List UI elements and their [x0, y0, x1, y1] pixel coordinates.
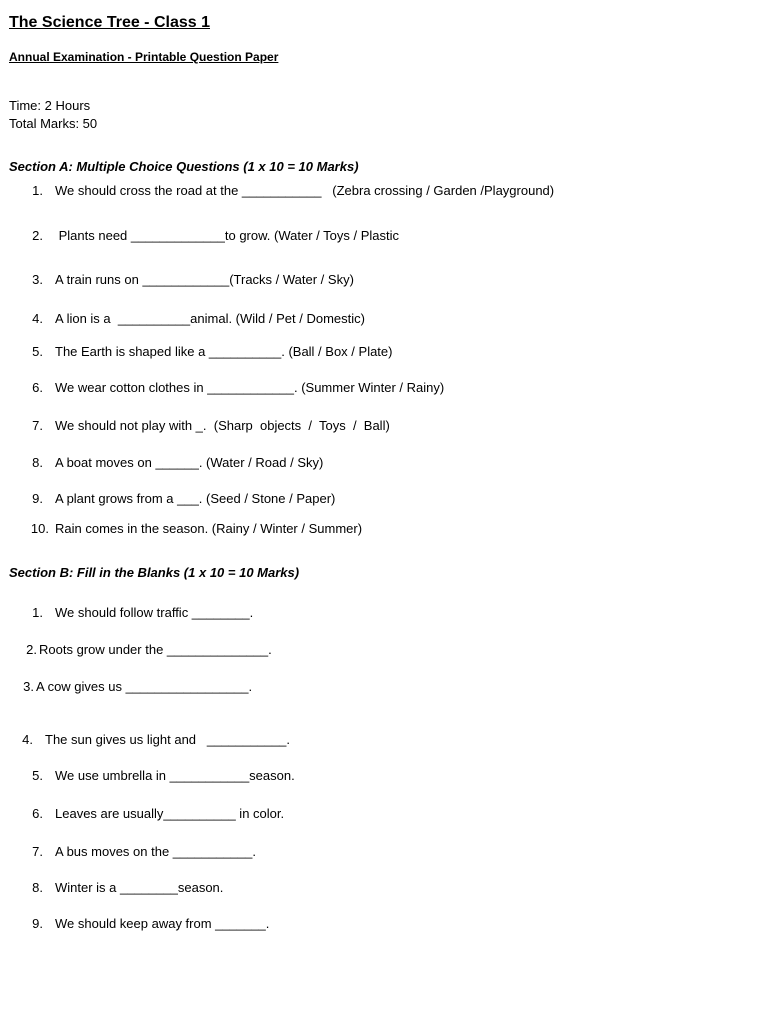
question-text: Leaves are usually__________ in color. [55, 806, 285, 821]
question-number: 3. [23, 679, 34, 694]
question-text: Winter is a ________season. [55, 880, 224, 895]
question-number: 9. [32, 491, 43, 506]
question-text: We should follow traffic ________. [55, 605, 254, 620]
question-number: 4. [32, 311, 43, 326]
question-text: We wear cotton clothes in ____________. (Summer Winter / Rainy) [55, 380, 445, 395]
section-a-heading: Section A: Multiple Choice Questions (1 x 10 = 10 Marks) [9, 159, 359, 174]
question-number: 1. [32, 183, 43, 198]
question-number: 5. [32, 768, 43, 783]
question-number: 4. [22, 732, 33, 747]
question-number: 9. [32, 916, 43, 931]
page-subtitle: Annual Examination - Printable Question Paper [9, 50, 279, 64]
question-text: A train runs on ____________(Tracks / Water / Sky) [55, 272, 354, 287]
question-text: A plant grows from a ___. (Seed / Stone / Paper) [55, 491, 336, 506]
question-number: 7. [32, 844, 43, 859]
exam-time: Time: 2 Hours [9, 98, 91, 113]
question-number: 6. [32, 380, 43, 395]
question-number: 10. [30, 521, 49, 536]
question-text: We should cross the road at the ___________ (Zebra crossing / Garden /Playground) [55, 183, 555, 198]
page-title: The Science Tree - Class 1 [9, 14, 210, 31]
question-number: 7. [32, 418, 43, 433]
question-number: 1. [32, 605, 43, 620]
section-b-heading: Section B: Fill in the Blanks (1 x 10 = 10 Marks) [9, 565, 300, 580]
question-text: Rain comes in the season. (Rainy / Winter / Summer) [55, 521, 363, 536]
question-text: We should keep away from _______. [55, 916, 270, 931]
question-text: Roots grow under the ______________. [39, 642, 272, 657]
question-number: 8. [32, 455, 43, 470]
question-number: 8. [32, 880, 43, 895]
exam-total-marks: Total Marks: 50 [9, 116, 98, 131]
question-text: The Earth is shaped like a __________. (Ball / Box / Plate) [55, 344, 393, 359]
question-number: 6. [32, 806, 43, 821]
question-number: 5. [32, 344, 43, 359]
question-text: Plants need _____________to grow. (Water / Toys / Plastic [55, 228, 399, 243]
question-text: The sun gives us light and ___________. [45, 732, 291, 747]
question-number: 2. [26, 642, 37, 657]
question-text: We should not play with _. (Sharp objects / Toys / Ball) [55, 418, 390, 433]
question-text: A bus moves on the ___________. [55, 844, 256, 859]
question-text: A cow gives us _________________. [36, 679, 253, 694]
question-text: A lion is a __________animal. (Wild / Pet / Domestic) [55, 311, 365, 326]
question-number: 3. [32, 272, 43, 287]
question-text: A boat moves on ______. (Water / Road / Sky) [55, 455, 324, 470]
question-text: We use umbrella in ___________season. [55, 768, 295, 783]
question-number: 2. [32, 228, 43, 243]
